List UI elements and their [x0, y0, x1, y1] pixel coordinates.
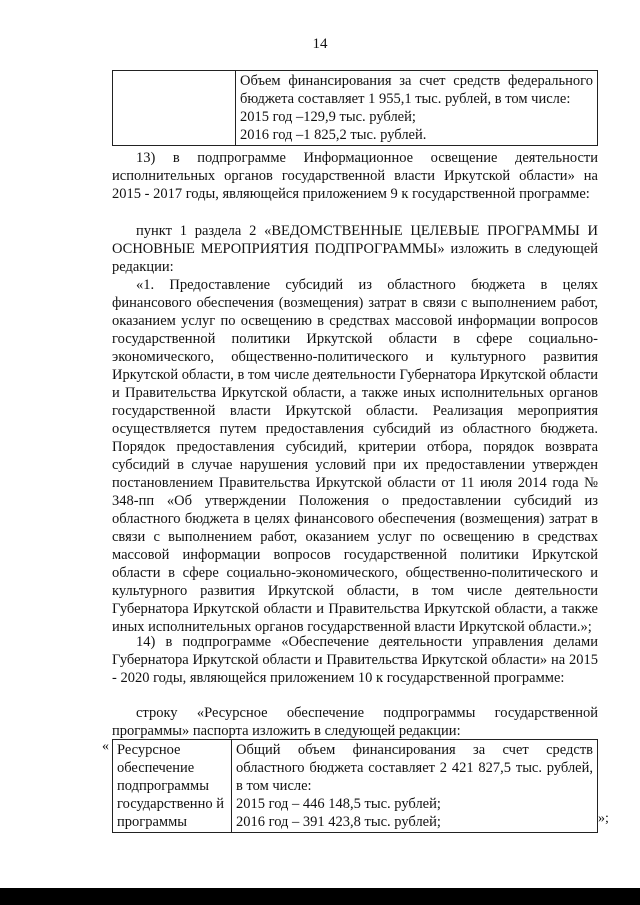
funding-line: 2015 год –129,9 тыс. рублей; — [240, 109, 416, 125]
funding-cell — [236, 71, 598, 146]
resource-table — [112, 739, 598, 833]
resource-line: Общий объем финансирования за счет средств областного бюджета составляет 2 421 827,5 тыс. рублей, в том числе: — [236, 742, 593, 794]
paragraph-line-resource: строку «Ресурсное обеспечение подпрограммы государственной программы» паспорта изложить в следующей редакции: — [112, 705, 598, 739]
scan-bottom-edge — [0, 888, 640, 905]
table-empty-cell — [113, 71, 236, 146]
resource-line: 2015 год – 446 148,5 тыс. рублей; — [236, 796, 441, 812]
resource-label-cell: Ресурсное обеспечение подпрограммы государственно й программы — [113, 740, 232, 833]
funding-table-top — [112, 70, 598, 146]
paragraph-14: 14) в подпрограмме «Обеспечение деятельности управления делами Губернатора Иркутской области и Правительства Иркутской области» на 2015 - 2020 годы, являющейся приложением 10 к государственной программе: — [112, 634, 598, 686]
paragraph-13: 13) в подпрограмме Информационное освещение деятельности исполнительных органов государственной власти Иркутской области» на 2015 - 2017 годы, являющейся приложением 9 к государственной программе: — [112, 150, 598, 202]
close-quote: »; — [598, 811, 609, 826]
open-quote: « — [102, 739, 109, 754]
resource-content-cell — [232, 740, 598, 833]
paragraph-quote-1: «1. Предоставление субсидий из областного бюджета в целях финансового обеспечения (возмещения) затрат в связи с выполнением работ, оказанием услуг по освещению в средствах массовой информации вопросов государственной политики Иркутской области в сфере социально-экономического, общественно-политического и культурного развития Иркутской области, в том числе деятельности Губернатора Иркутской области и Правительства Иркутской области, а также иных исполнительных органов государственной власти Иркутской области. Реализация мероприятия осуществляется путем предоставления субсидий из областного бюджета. Порядок предоставления субсидий, критерии отбора, порядок возврата субсидий в случае нарушения условий при их предоставлении утвержден постановлением Правительства Иркутской области от 11 июля 2014 года № 348-пп «Об утверждении Положения о предоставлении субсидий из областного бюджета в целях финансового обеспечения (возмещения) затрат в связи с выполнением работ, оказанием услуг по освещению в средствах массовой информации вопросов государственной политики Иркутской области в сфере социально-экономического, общественно-политического и культурного развития Иркутской области, в том числе деятельности Губернатора Иркутской области и Правительства Иркутской области, а также иных исполнительных органов государственной власти Иркутской области.»; — [112, 277, 598, 635]
page-number: 14 — [312, 36, 328, 52]
funding-line: Объем финансирования за счет средств федерального бюджета составляет 1 955,1 тыс. рублей, в том числе: — [240, 73, 593, 107]
funding-line: 2016 год –1 825,2 тыс. рублей. — [240, 127, 427, 143]
resource-line: 2016 год – 391 423,8 тыс. рублей; — [236, 814, 441, 830]
paragraph-point-1: пункт 1 раздела 2 «ВЕДОМСТВЕННЫЕ ЦЕЛЕВЫЕ ПРОГРАММЫ И ОСНОВНЫЕ МЕРОПРИЯТИЯ ПОДПРОГРАММЫ» изложить в следующей редакции: — [112, 223, 598, 275]
